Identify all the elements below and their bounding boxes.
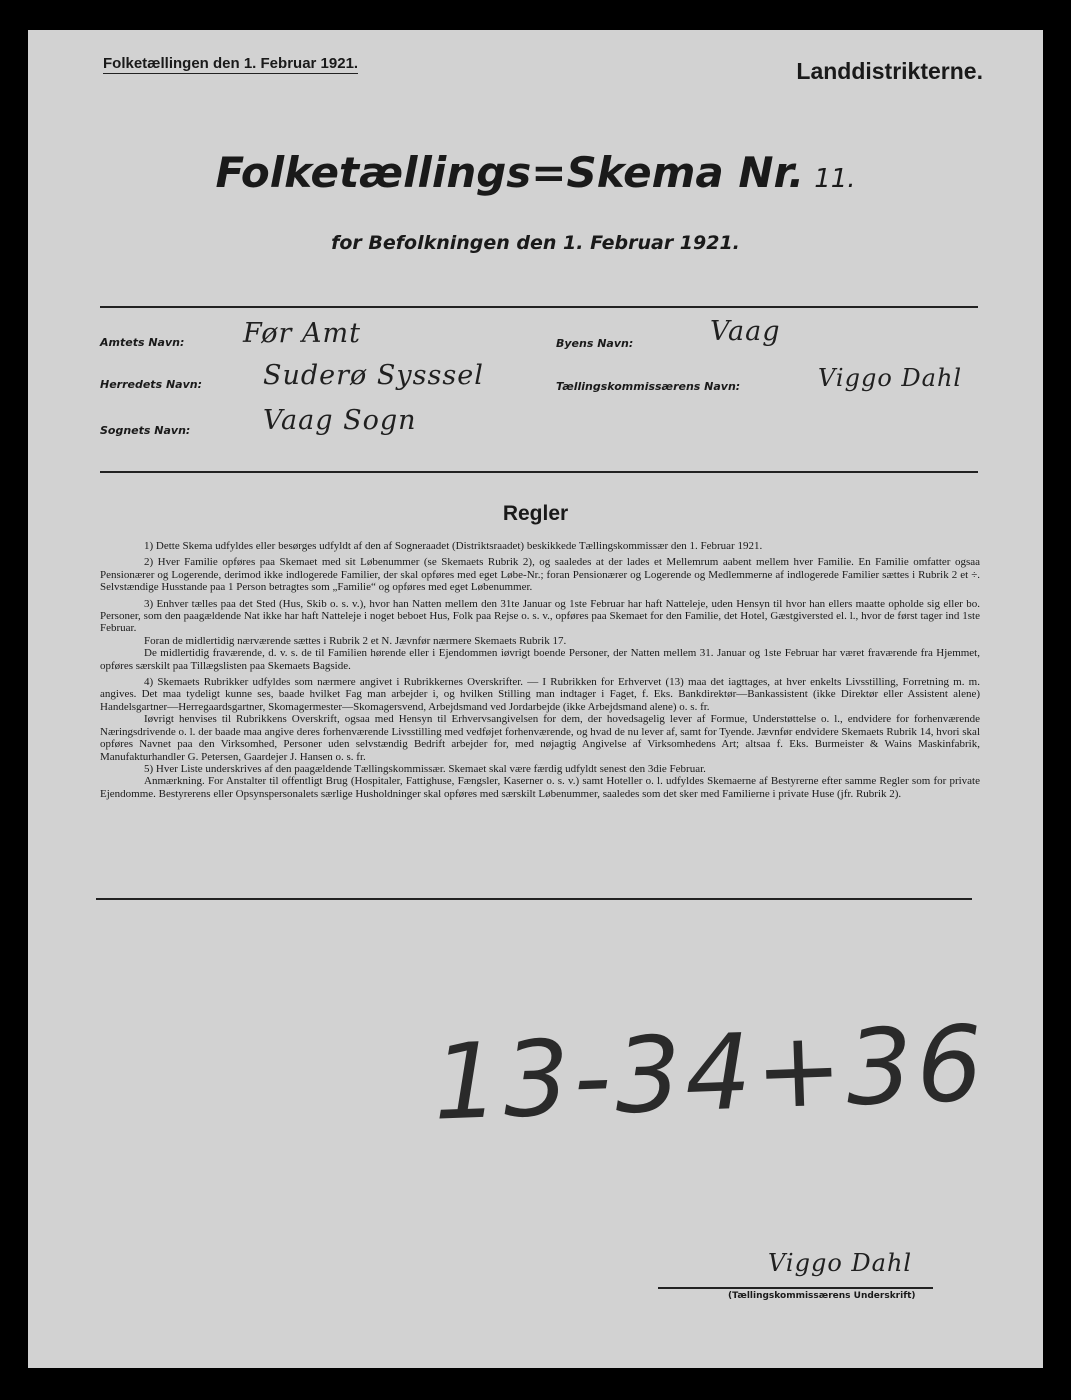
amt-value: Før Amt	[243, 318, 361, 349]
herred-label: Herredets Navn:	[100, 378, 202, 391]
form-title	[28, 148, 1043, 197]
fields-divider	[100, 471, 978, 473]
rule-paragraph: 1) Dette Skema udfyldes eller besørges udfyldt af den af Sogneraadet (Distriktsraadet) beskikkede Tællingskommissær den 1. Februar 1921.	[144, 540, 763, 552]
commissioner-signature: Viggo Dahl	[768, 1249, 913, 1277]
top-divider	[100, 306, 978, 308]
by-value: Vaag	[710, 316, 781, 347]
amt-label: Amtets Navn:	[100, 336, 185, 349]
handwritten-total: 13-34+36	[431, 1002, 989, 1144]
rule-paragraph: Iøvrigt henvises til Rubrikkens Overskrift, ogsaa med Hensyn til Erhvervsangivelsen for dem, der hovedsagelig lever af Formue, Understøttelse o. l., endvidere for forhenværende Næringsdrivende o. l. der baade maa angive deres forhenværende Livsstilling med vedføjet forhenværende, og hvad de nu lever af, samt for Tyende. Jævnfør endvidere Skemaets Rubrik 14, hvori skal opføres Navnet paa den Virksomhed, Personer uden selvstændig Bedrift arbejder for, med nøjagtig Angivelse af Virksomhedens Art; altsaa f. Eks. Burmeister & Wains Maskinfabrik, Manufakturhandler G. Petersen, Gaardejer J. Hansen o. s. fr.	[100, 713, 980, 763]
form-number: 11.	[814, 164, 856, 194]
district-type-header: Landdistrikterne.	[796, 58, 983, 84]
rule-paragraph: De midlertidig fraværende, d. v. s. de til Familien hørende eller i Ejendommen iøvrigt boende Personer, der Natten mellem 31. Januar og 1ste Februar har været fraværende fra Hjemmet, opføres særskilt paa Tillægslisten paa Skemaets Bagside.	[100, 647, 980, 672]
rule-paragraph: 3) Enhver tælles paa det Sted (Hus, Skib o. s. v.), hvor han Natten mellem den 31te Januar og 1ste Februar har haft Natteleje, uden Hensyn til hvor han ellers maatte opholde sig eller bo. Personer, som den paagældende Nat ikke har haft Natteleje i noget beboet Hus, Folk paa Rejse o. s. v., opføres paa Skemaet for den Familie, det Hotel, Gæstgiversted el. l., hvor de først tager ind 1ste Februar.	[100, 597, 980, 635]
signature-line	[658, 1287, 933, 1289]
kommissaer-label: Tællingskommissærens Navn:	[556, 380, 741, 393]
rule-paragraph: 5) Hver Liste underskrives af den paagældende Tællingskommissær. Skemaet skal være færdig udfyldt senest den 3die Februar.	[144, 762, 706, 775]
signature-caption: (Tællingskommissærens Underskrift)	[728, 1291, 916, 1301]
rule-paragraph: 2) Hver Familie opføres paa Skemaet med sit Løbenummer (se Skemaets Rubrik 2), og saaledes at der lades et Mellemrum aabent mellem hver Familie. En Familie omfatter ogsaa Pensionærer og Logerende, derimod ikke indlogerede Familier, der skal opføres med eget Løbe-Nr.; foran Pensionærer og Logerende og Medlemmerne af indlogerede Familier sættes i Rubrik 2 et ÷. Selvstændige Husstande paa 1 Person betragtes som „Familie“ og opføres med eget Løbenummer.	[100, 556, 980, 594]
census-form-page	[28, 30, 1043, 1368]
rules-text	[100, 540, 980, 804]
form-subtitle: for Befolkningen den 1. Februar 1921.	[331, 232, 740, 254]
sogn-label: Sognets Navn:	[100, 424, 191, 437]
herred-value: Suderø Sysssel	[263, 360, 484, 391]
rule-paragraph: Anmærkning. For Anstalter til offentligt Brug (Hospitaler, Fattighuse, Fængsler, Kaserner o. s. v.) samt Hoteller o. l. udfyldes Skemaerne af Bestyrerne efter samme Regler som for private Ejendomme. Bestyrerens eller Opsynspersonalets særlige Husholdninger skal opføres med særskilt Løbenummer, saaledes som det sker med Familierne i private Huse (jfr. Rubrik 2).	[100, 775, 980, 800]
rule-paragraph: 4) Skemaets Rubrikker udfyldes som nærmere angivet i Rubrikkernes Overskrifter. — I Rubrikken for Erhvervet (13) maa det iagttages, at hver enkelts Livsstilling, Forretning m. m. angives. Det maa tydeligt kunne ses, baade hvilket Fag man arbejder i, og hvilken Stilling man indtager i Faget, f. Eks. Bankdirektør—Bankassistent (ikke Direktør eller Assistent alene) Handelsgartner—Herregaardsgartner, Skomagermester—Skomagersvend, Arbejdsmand ved Jordarbejde (ikke Arbejdsmand alene) o. s. fr.	[100, 676, 980, 713]
kommissaer-signature: Viggo Dahl	[818, 364, 963, 392]
rules-heading: Regler	[502, 502, 569, 525]
signature-area	[658, 1249, 938, 1301]
form-title-text: Folketællings=Skema Nr.	[215, 148, 805, 197]
rule-paragraph: Foran de midlertidig nærværende sættes i Rubrik 2 et N. Jævnfør nærmere Skemaets Rubrik 17.	[144, 634, 567, 647]
census-date-header: Folketællingen den 1. Februar 1921.	[103, 55, 359, 72]
sogn-value: Vaag Sogn	[263, 405, 417, 436]
by-label: Byens Navn:	[556, 337, 634, 350]
rules-divider	[96, 898, 972, 900]
